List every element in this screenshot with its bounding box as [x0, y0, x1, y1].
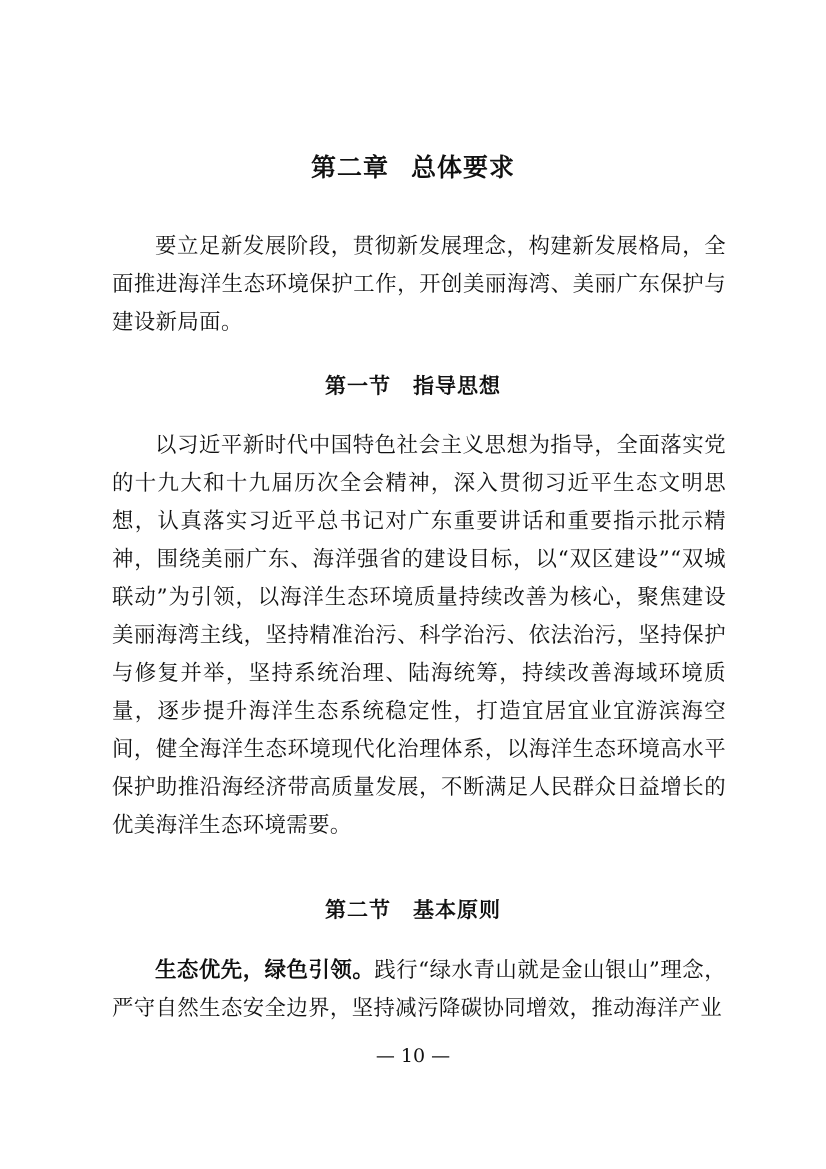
basic-principles-paragraph — [112, 952, 726, 1028]
section-number: 第一节 — [325, 374, 391, 398]
chapter-number: 第二章 — [310, 153, 389, 182]
section-name: 指导思想 — [413, 374, 501, 398]
guiding-ideology-paragraph: 以习近平新时代中国特色社会主义思想为指导，全面落实党的十九大和十九届历次全会精神，深入贯彻习近平生态文明思想，认真落实习近平总书记对广东重要讲话和重要指示批示精神，围绕美丽广东、海洋强省的建设目标，以“双区建设”“双城联动”为引领，以海洋生态环境质量持续改善为核心，聚焦建设美丽海湾主线，坚持精准治污、科学治污、依法治污，坚持保护与修复并举，坚持系统治理、陆海统筹，持续改善海域环境质量，逐步提升海洋生态系统稳定性，打造宜居宜业宜游滨海空间，健全海洋生态环境现代化治理体系，以海洋生态环境高水平保护助推沿海经济带高质量发展，不断满足人民群众日益增长的优美海洋生态环境需要。 — [112, 433, 726, 838]
chapter-name: 总体要求 — [411, 153, 516, 182]
principle-body-text: 践行“绿水青山就是金山银山”理念，严守自然生态安全边界，坚持减污降碳协同增效，推动海洋产业 — [112, 958, 726, 1021]
section-number: 第二节 — [325, 898, 391, 922]
principle-lead-text: 生态优先，绿色引领。 — [155, 958, 375, 983]
intro-paragraph: 要立足新发展阶段，贯彻新发展理念，构建新发展格局，全面推进海洋生态环境保护工作，开创美丽海湾、美丽广东保护与建设新局面。 — [112, 234, 726, 335]
section-title-basic-principles — [0, 894, 826, 926]
section-name: 基本原则 — [413, 898, 501, 922]
page-number: — 10 — — [375, 1045, 451, 1067]
chapter-title — [0, 150, 826, 186]
section-title-guiding-ideology — [0, 370, 826, 402]
